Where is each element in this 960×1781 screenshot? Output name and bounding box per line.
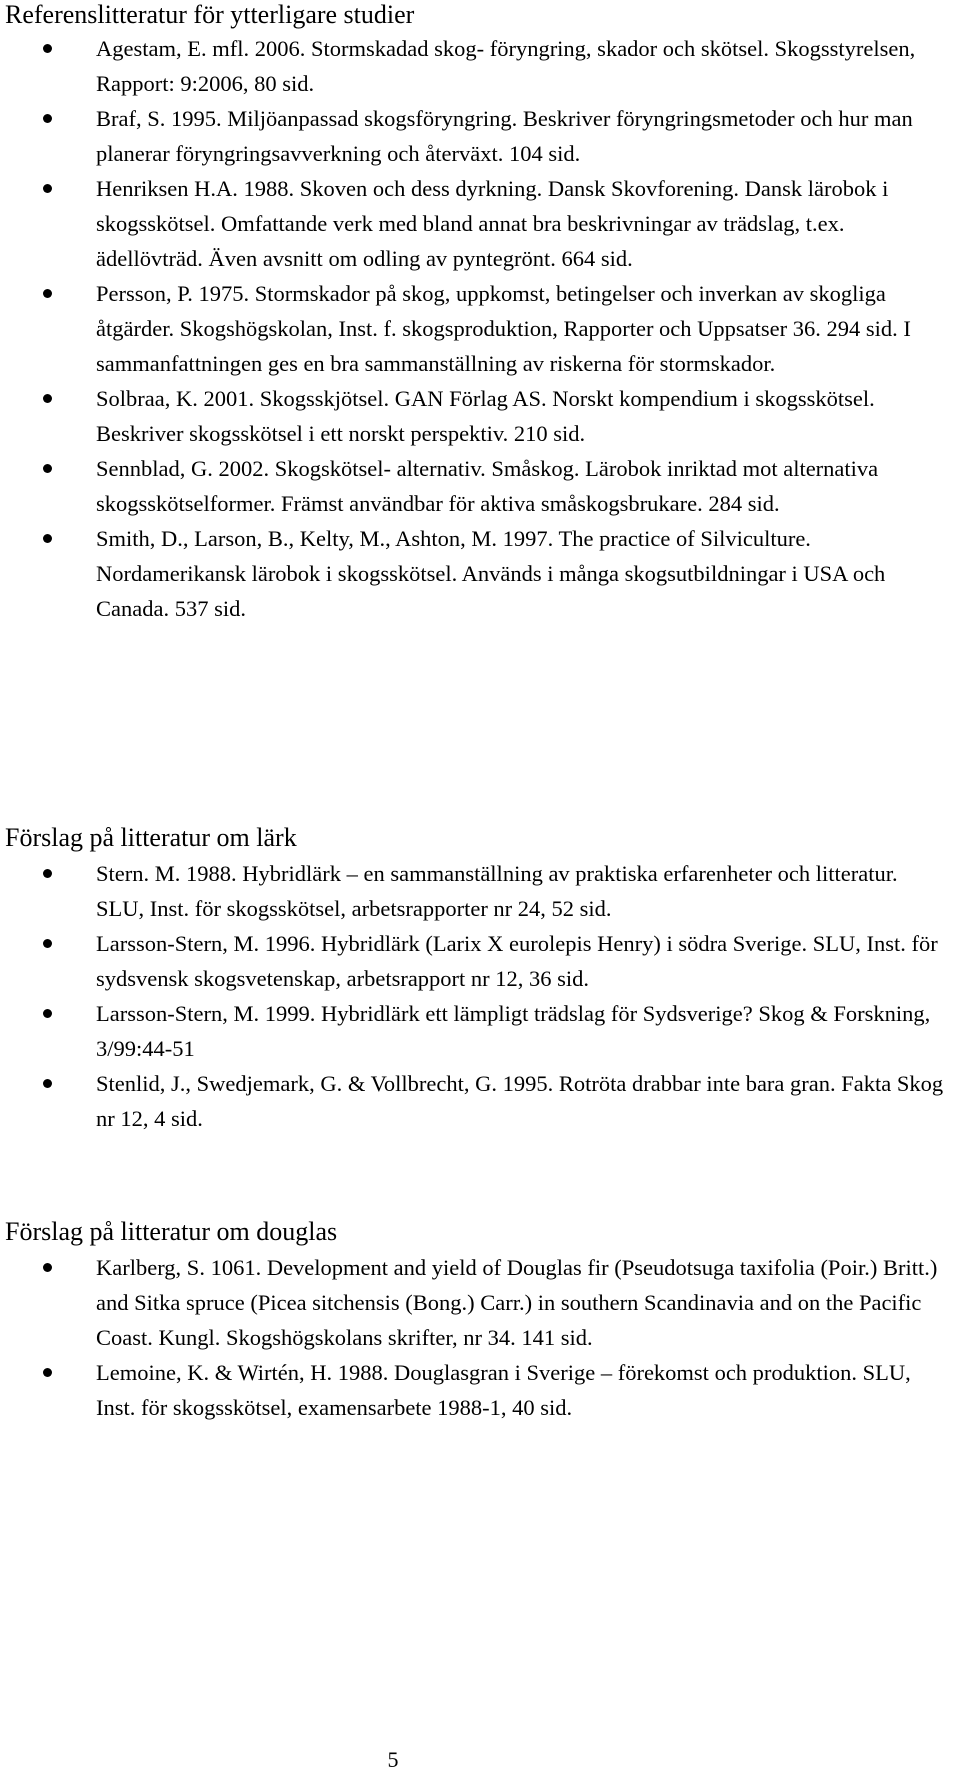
section-heading: Referenslitteratur för ytterligare studier <box>5 0 415 29</box>
section-larch <box>0 823 960 1136</box>
reference-item: Karlberg, S. 1061. Development and yield of Douglas fir (Pseudotsuga taxifolia (Poir.) Britt.) and Sitka spruce (Picea sitchensis (Bong.) Carr.) in southern Scandinavia and on the Pacific Coast. Kungl. Skogshögskolans skrifter, nr 34. 141 sid. <box>0 1250 960 1355</box>
section-douglas <box>0 1217 960 1425</box>
reference-item: Smith, D., Larson, B., Kelty, M., Ashton, M. 1997. The practice of Silviculture. Nordamerikansk lärobok i skogsskötsel. Används i många skogsutbildningar i USA och Canada. 537 sid. <box>0 521 960 626</box>
section-heading: Förslag på litteratur om douglas <box>5 1217 338 1246</box>
reference-item: Solbraa, K. 2001. Skogsskjötsel. GAN Förlag AS. Norskt kompendium i skogsskötsel. Beskriver skogsskötsel i ett norskt perspektiv. 210 sid. <box>0 381 960 451</box>
reference-item: Larsson-Stern, M. 1999. Hybridlärk ett lämpligt trädslag för Sydsverige? Skog & Forskning, 3/99:44-51 <box>0 996 960 1066</box>
section-further-studies <box>0 0 960 626</box>
reference-list <box>0 856 960 1136</box>
reference-item: Larsson-Stern, M. 1996. Hybridlärk (Larix X eurolepis Henry) i södra Sverige. SLU, Inst. för sydsvensk skogsvetenskap, arbetsrapport nr 12, 36 sid. <box>0 926 960 996</box>
reference-list <box>0 1250 960 1425</box>
reference-item: Lemoine, K. & Wirtén, H. 1988. Douglasgran i Sverige – förekomst och produktion. SLU, Inst. för skogsskötsel, examensarbete 1988-1, 40 sid. <box>0 1355 960 1425</box>
reference-item: Agestam, E. mfl. 2006. Stormskadad skog- föryngring, skador och skötsel. Skogsstyrelsen, Rapport: 9:2006, 80 sid. <box>0 31 960 101</box>
reference-item: Persson, P. 1975. Stormskador på skog, uppkomst, betingelser och inverkan av skogliga åtgärder. Skogshögskolan, Inst. f. skogsproduktion, Rapporter och Uppsatser 36. 294 sid. I sammanfattningen ges en bra sammanställning av riskerna för stormskador. <box>0 276 960 381</box>
reference-item: Stern. M. 1988. Hybridlärk – en sammanställning av praktiska erfarenheter och litteratur. SLU, Inst. för skogsskötsel, arbetsrapporter nr 24, 52 sid. <box>0 856 960 926</box>
reference-item: Stenlid, J., Swedjemark, G. & Vollbrecht, G. 1995. Rotröta drabbar inte bara gran. Fakta Skog nr 12, 4 sid. <box>0 1066 960 1136</box>
reference-item: Sennblad, G. 2002. Skogskötsel- alternativ. Småskog. Lärobok inriktad mot alternativa skogsskötselformer. Främst användbar för aktiva småskogsbrukare. 284 sid. <box>0 451 960 521</box>
page-number: 5 <box>387 1747 399 1772</box>
section-heading: Förslag på litteratur om lärk <box>5 823 297 852</box>
reference-item: Braf, S. 1995. Miljöanpassad skogsföryngring. Beskriver föryngringsmetoder och hur man planerar föryngringsavverkning och återväxt. 104 sid. <box>0 101 960 171</box>
reference-list <box>0 31 960 626</box>
reference-item: Henriksen H.A. 1988. Skoven och dess dyrkning. Dansk Skovforening. Dansk lärobok i skogsskötsel. Omfattande verk med bland annat bra beskrivningar av trädslag, t.ex. ädellövträd. Även avsnitt om odling av pyntegrönt. 664 sid. <box>0 171 960 276</box>
